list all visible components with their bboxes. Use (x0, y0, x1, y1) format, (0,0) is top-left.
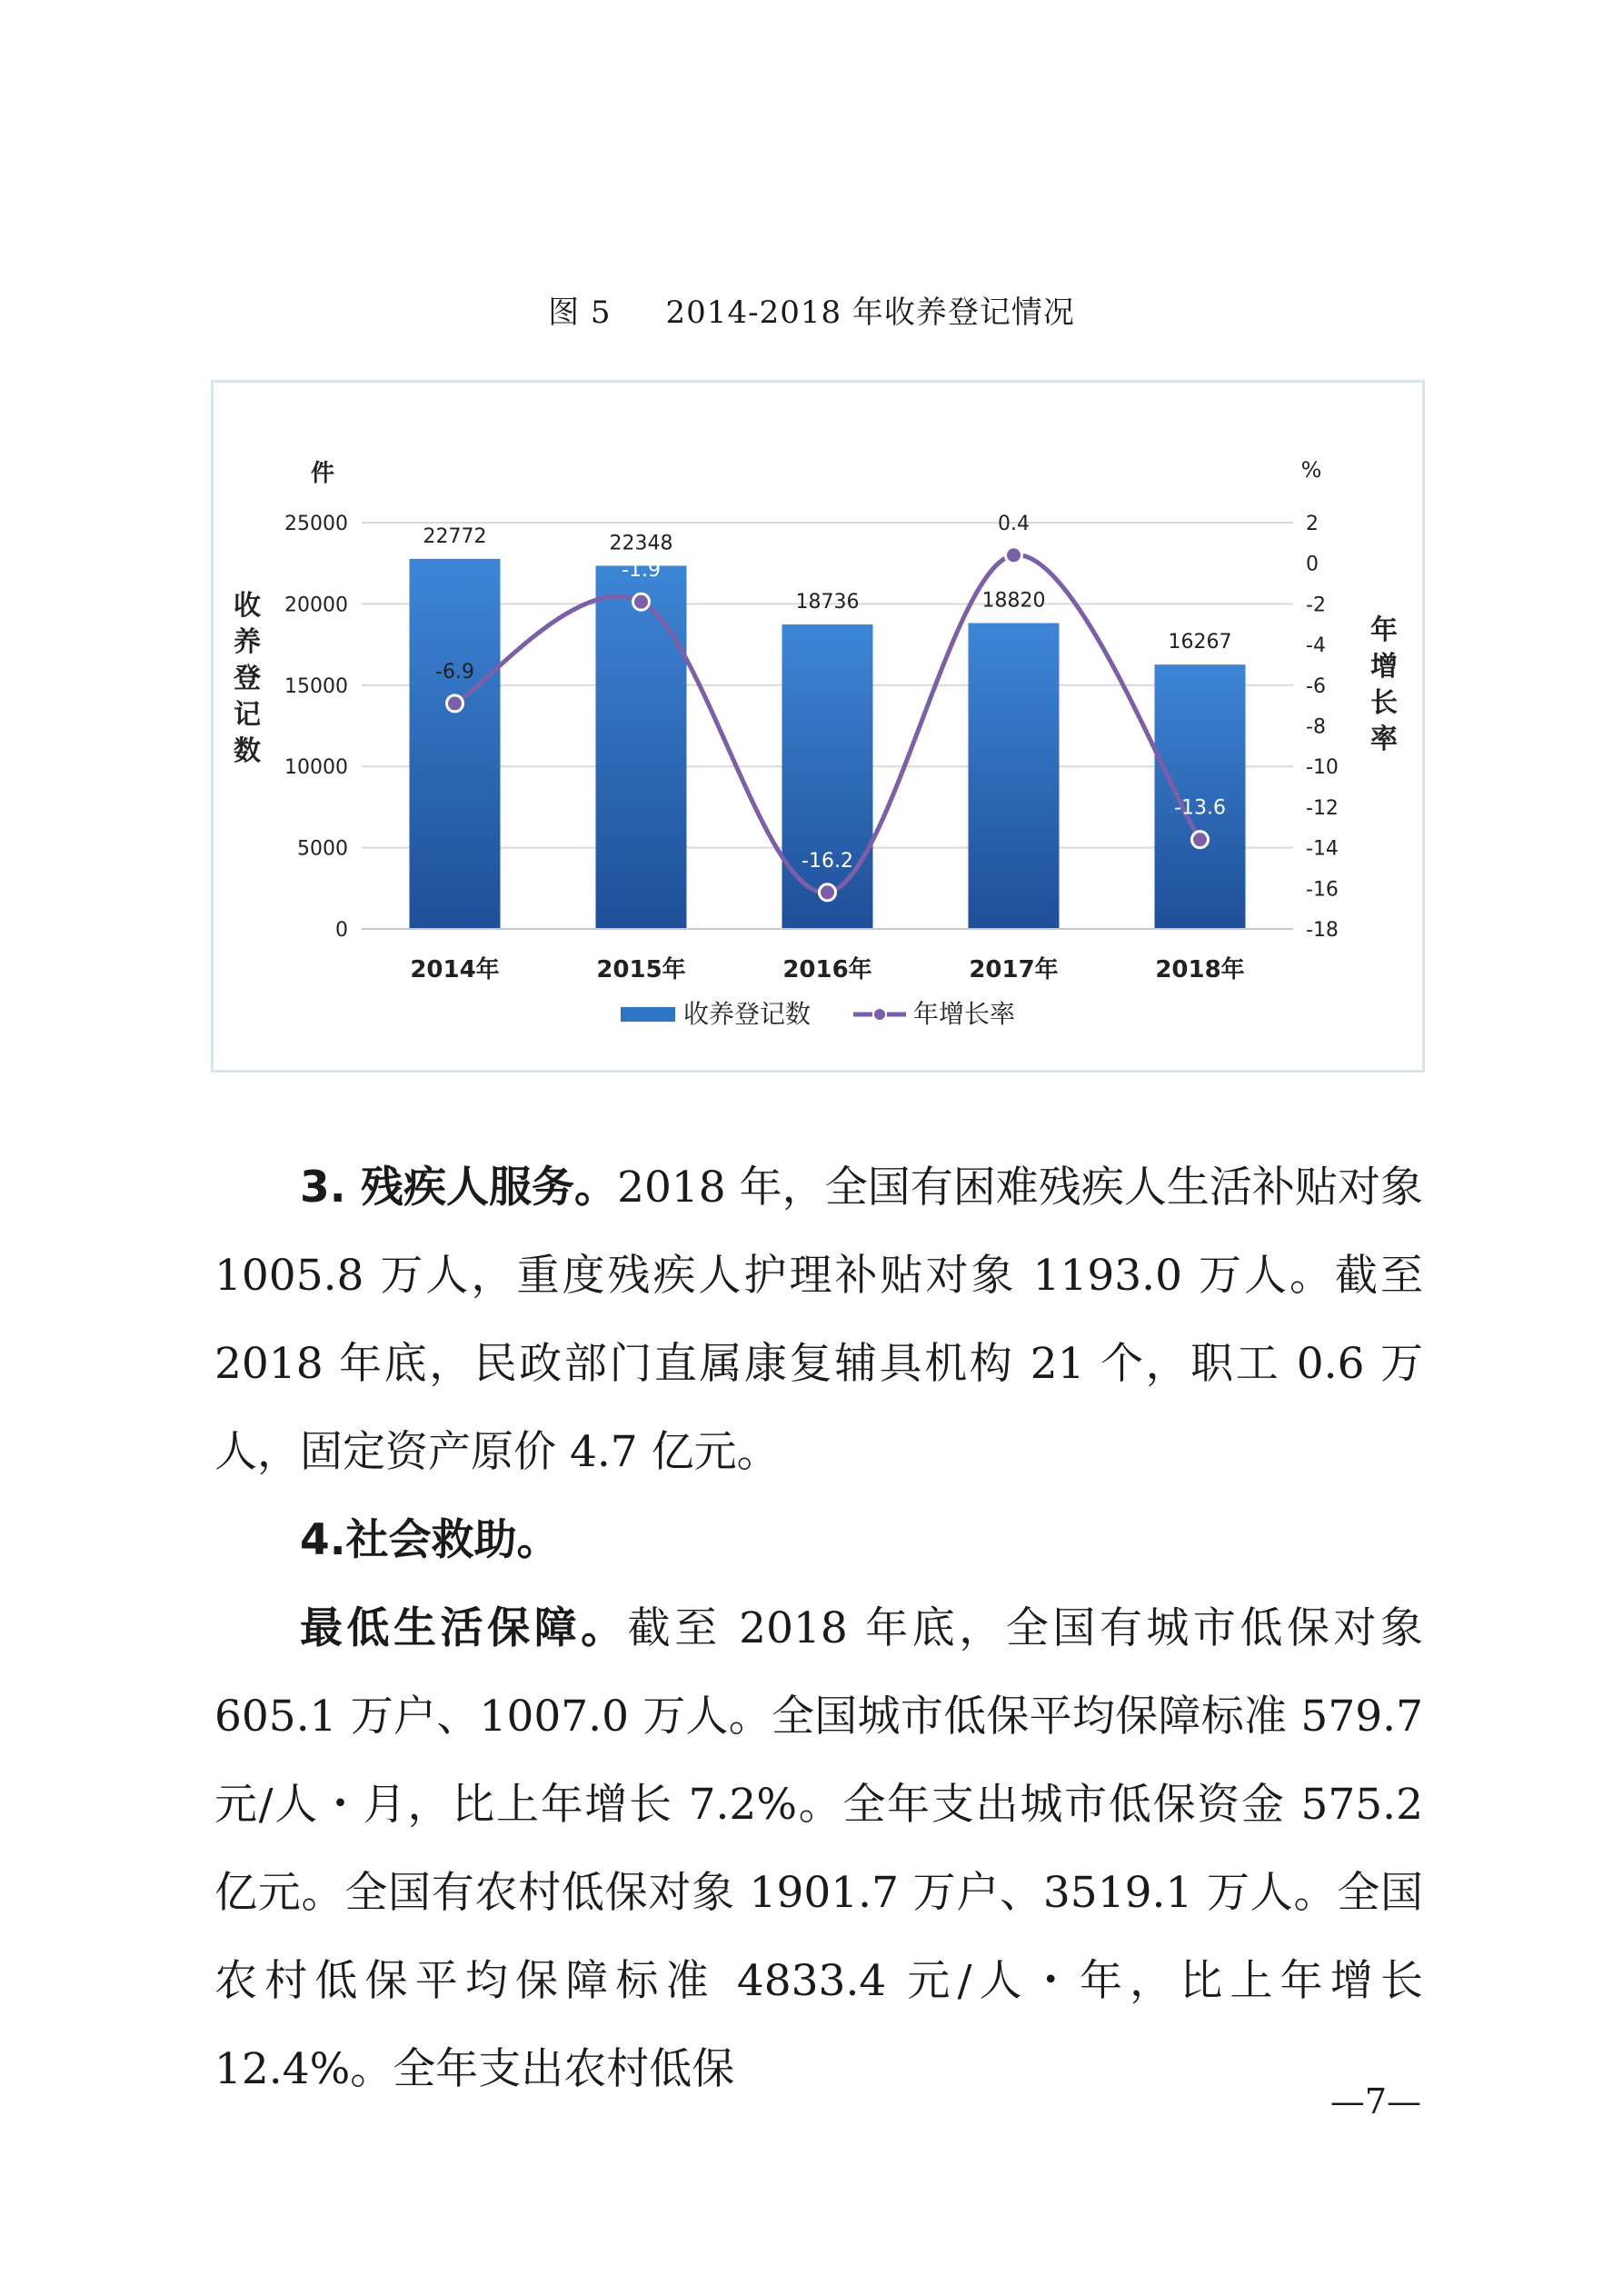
bar-value-label: 22772 (423, 524, 487, 548)
figure-caption (0, 287, 1623, 332)
y-right-tick-label: -10 (1306, 756, 1339, 780)
y-right-unit: % (1300, 457, 1322, 483)
paragraph-disability (214, 1143, 1423, 1496)
y-left-tick-label: 0 (335, 919, 348, 942)
y-left-tick-label: 20000 (284, 594, 348, 617)
y-right-tick-label: -16 (1306, 878, 1339, 902)
growth-rate-label: -1.9 (622, 559, 661, 583)
y-right-title-char: 增 (1370, 651, 1398, 683)
y-left-tick-label: 25000 (284, 513, 348, 535)
growth-rate-label: -13.6 (1174, 796, 1226, 820)
bar (969, 623, 1060, 929)
chart-container (211, 380, 1425, 1073)
legend-bar-swatch (621, 1007, 675, 1022)
y-right-tick-label: 2 (1306, 513, 1319, 535)
growth-rate-label: 0.4 (998, 512, 1030, 535)
bar (596, 565, 687, 929)
legend-line-marker (873, 1008, 886, 1021)
y-left-title-char: 记 (234, 699, 261, 731)
y-left-title-char: 登 (234, 663, 261, 694)
y-right-tick-label: 0 (1306, 553, 1319, 576)
bar (410, 559, 501, 929)
y-left-title-char: 养 (234, 626, 261, 658)
growth-rate-point (1192, 832, 1209, 848)
section-heading: 4.社会救助。 (300, 1515, 560, 1565)
growth-rate-label: -16.2 (802, 849, 853, 873)
figure-title: 2014-2018 年收养登记情况 (665, 294, 1075, 331)
y-right-tick-label: -2 (1306, 594, 1326, 617)
legend-line-label: 年增长率 (913, 999, 1016, 1029)
bar-value-label: 16267 (1168, 631, 1232, 654)
y-right-tick-label: -6 (1306, 674, 1326, 698)
x-tick-label: 2015年 (596, 956, 686, 983)
growth-rate-point (447, 695, 463, 712)
legend-bar-label: 收养登记数 (683, 999, 812, 1029)
growth-rate-label: -6.9 (435, 660, 474, 684)
y-left-title-char: 数 (234, 735, 261, 767)
paragraph-minimum-living (214, 1584, 1423, 2113)
y-right-title-char: 长 (1370, 687, 1398, 719)
bar-value-label: 22348 (609, 532, 673, 555)
y-left-title-char: 收 (234, 590, 261, 622)
bar-value-label: 18736 (795, 591, 860, 614)
combo-chart (214, 383, 1422, 1070)
y-right-tick-label: -18 (1306, 919, 1339, 942)
x-tick-label: 2016年 (782, 956, 872, 983)
paragraph-body: 截至 2018 年底，全国有城市低保对象 605.1 万户、1007.0 万人。全国城市低保平均保障标准 579.7 元/人・月，比上年增长 7.2%。全年支出城市低保资金 575.2 亿元。全国有农村低保对象 1901.7 万户、3519.1 万人。全国农村低保平均保障标准 4833.4 元/人・年，比上年增长 12.4%。全年支出农村低保 (214, 1603, 1424, 2094)
y-left-tick-label: 15000 (284, 674, 348, 698)
y-right-title-char: 率 (1370, 724, 1398, 755)
y-right-tick-label: -14 (1306, 837, 1339, 861)
y-right-title-char: 年 (1370, 614, 1398, 646)
y-left-tick-label: 10000 (284, 756, 348, 780)
paragraph-social-aid (214, 1496, 1423, 1584)
growth-rate-point (633, 594, 650, 610)
figure-number: 图 5 (548, 294, 612, 331)
x-tick-label: 2017年 (969, 956, 1059, 983)
x-tick-label: 2018年 (1155, 956, 1245, 983)
x-tick-label: 2014年 (410, 956, 500, 983)
page-number: —7— (1329, 2081, 1421, 2121)
y-left-unit: 件 (310, 460, 335, 487)
paragraph-heading: 最低生活保障。 (300, 1603, 628, 1653)
growth-rate-point (1006, 547, 1022, 564)
y-right-tick-label: -12 (1306, 796, 1339, 820)
paragraph-heading: 3. 残疾人服务。 (300, 1163, 618, 1213)
y-left-tick-label: 5000 (297, 837, 348, 861)
y-right-tick-label: -8 (1306, 715, 1326, 739)
y-right-tick-label: -4 (1306, 634, 1326, 658)
paragraph-body: 2018 年，全国有困难残疾人生活补贴对象 1005.8 万人，重度残疾人护理补贴对象 1193.0 万人。截至 2018 年底，民政部门直属康复辅具机构 21 个，职工 0.6 万人，固定资产原价 4.7 亿元。 (214, 1163, 1423, 1477)
bar-value-label: 18820 (981, 589, 1046, 613)
growth-rate-point (820, 884, 836, 901)
